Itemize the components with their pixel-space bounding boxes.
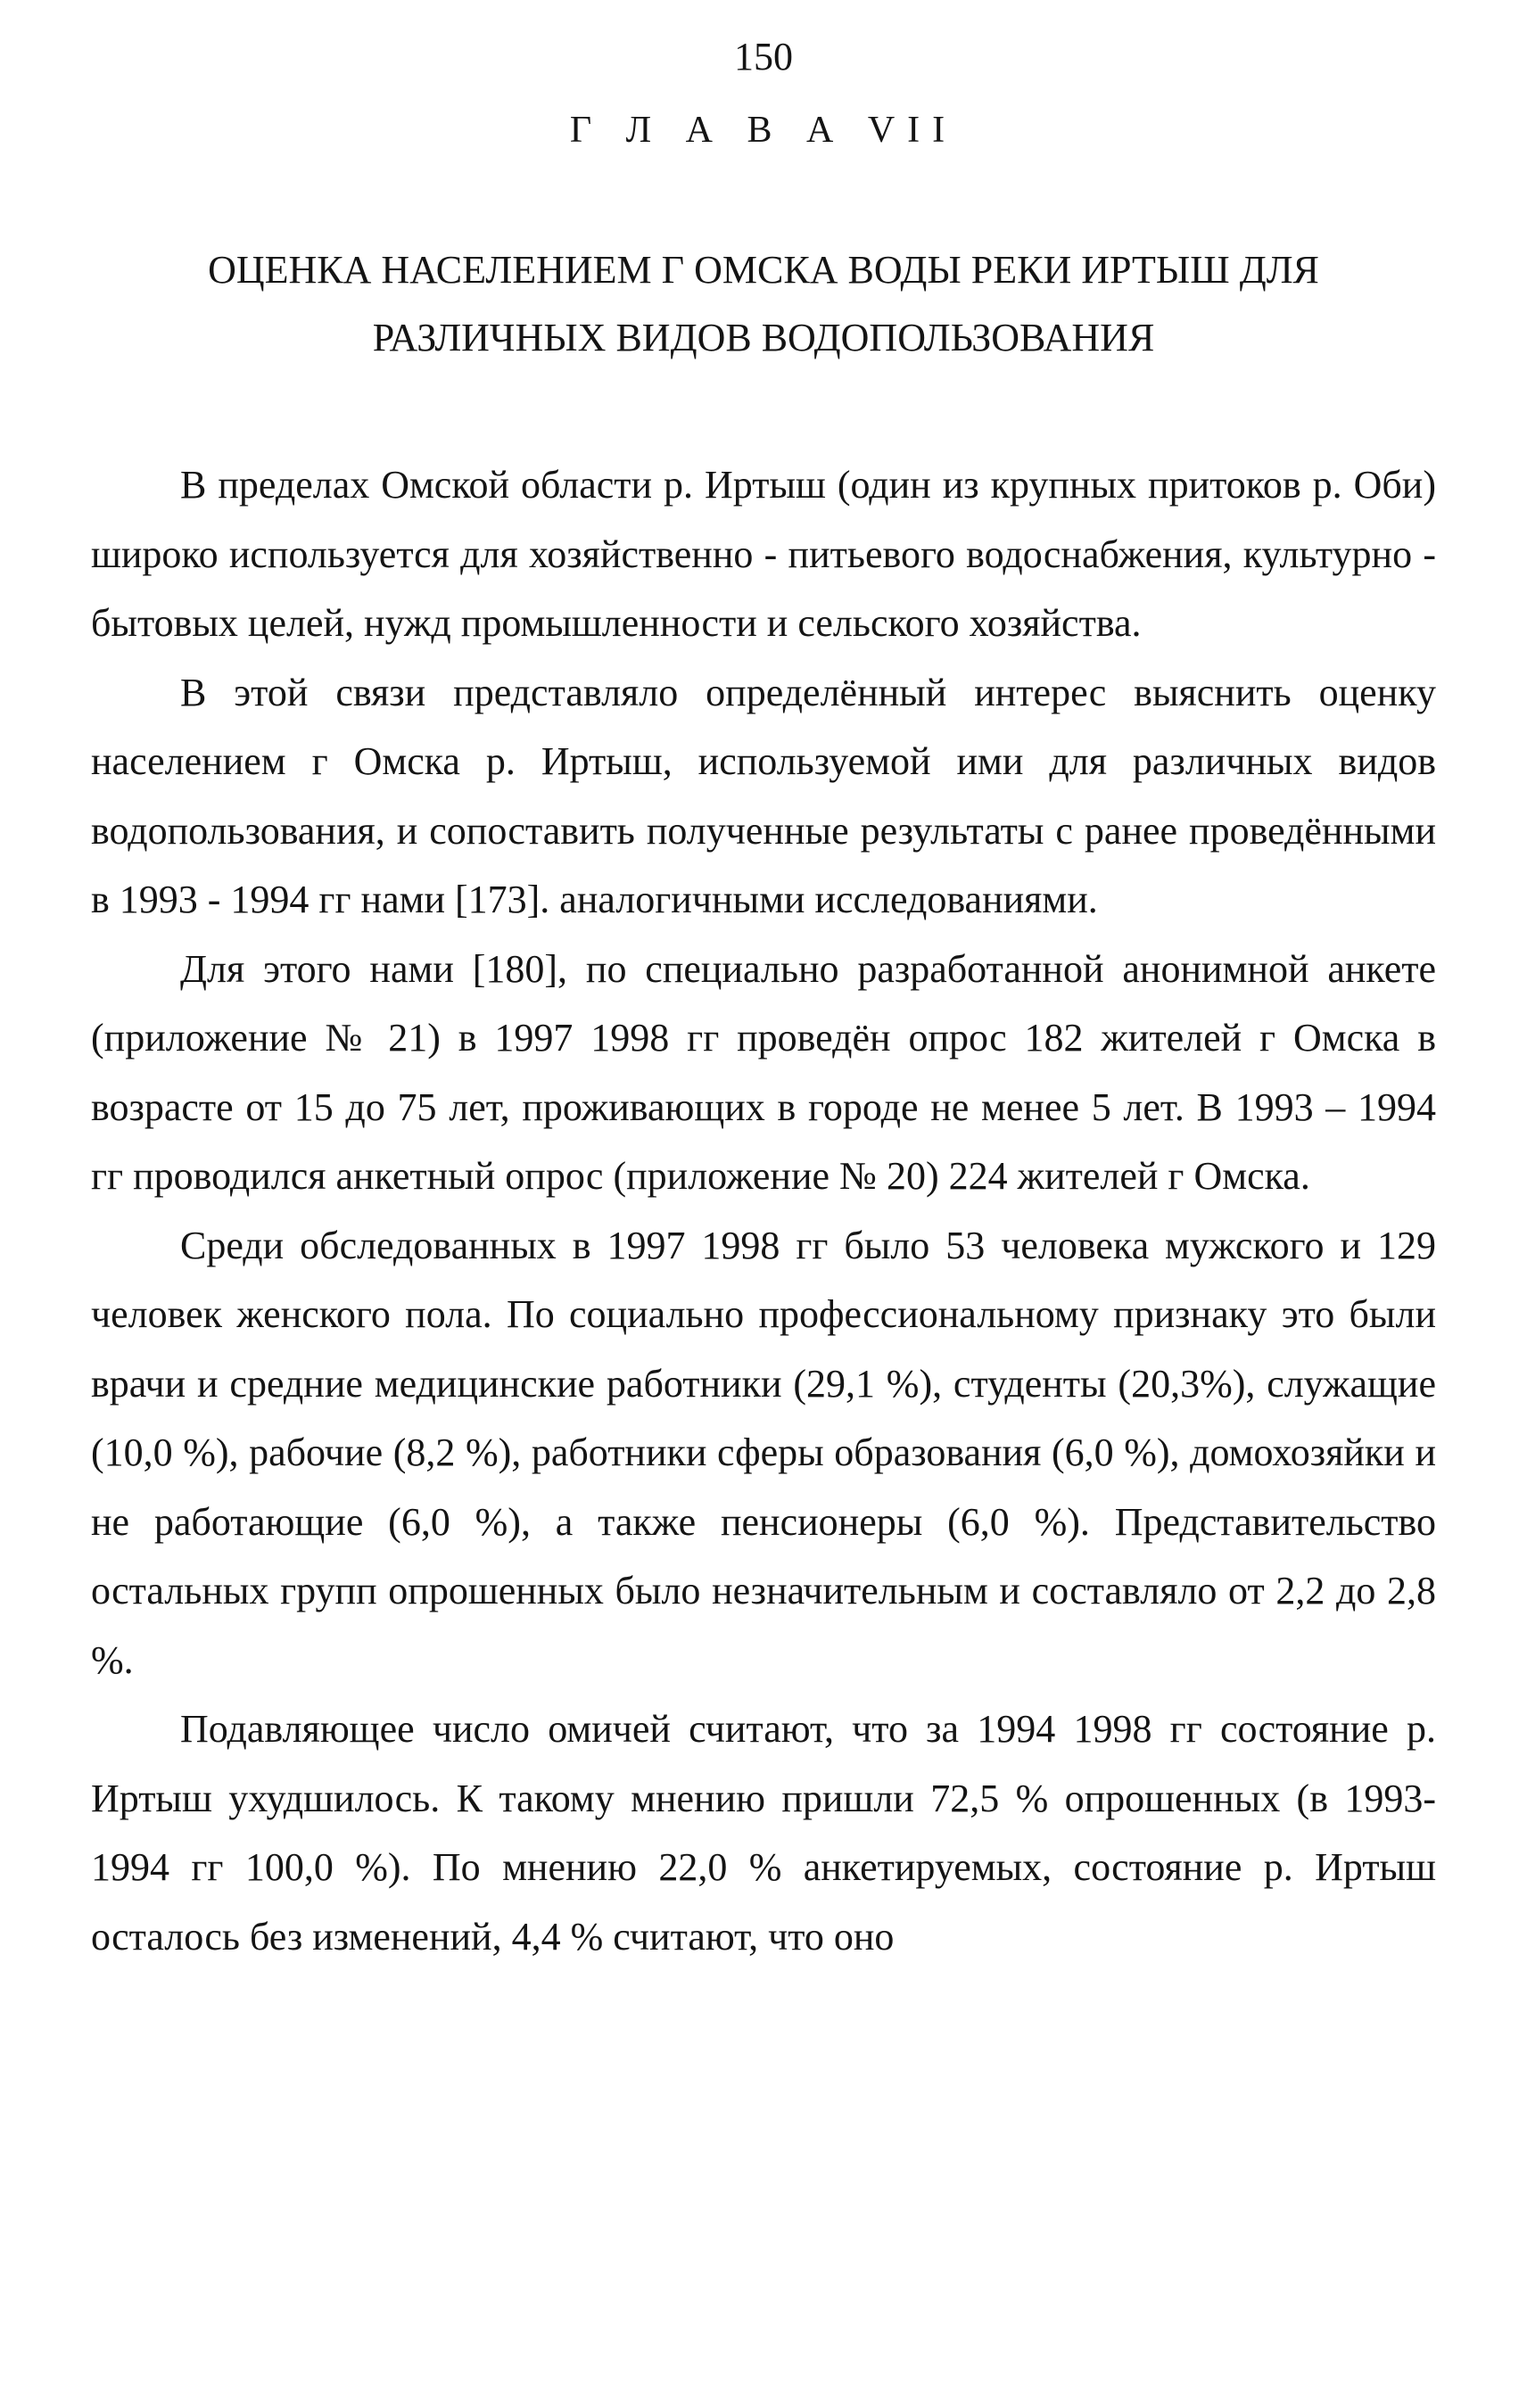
chapter-title-line-1: ОЦЕНКА НАСЕЛЕНИЕМ Г ОМСКА ВОДЫ РЕКИ ИРТЫШ ДЛЯ [208,248,1319,292]
paragraph-2: В этой связи представляло определённый интерес выяснить оценку населением г Омска р. Иртыш, используемой ими для различных видов водопользования, и сопоставить полученные результаты с ранее проведёнными в 1993 - 1994 гг нами [173]. аналогичными исследованиями. [91,670,1436,921]
paragraph-3: Для этого нами [180], по специально разработанной анонимной анкете (приложение № 21) в 1997 1998 гг проведён опрос 182 жителей г Омска в возрасте от 15 до 75 лет, проживающих в городе не менее 5 лет. В 1993 – 1994 гг проводился анкетный опрос (приложение № 20) 224 жителей г Омска. [91,946,1436,1198]
body-text [91,450,1436,1971]
paragraph-1: В пределах Омской области р. Иртыш (один из крупных притоков р. Оби) широко используется для хозяйственно - питьевого водоснабжения, культурно - бытовых целей, нужд промышленности и сельского хозяйства. [91,463,1436,645]
paragraph-4: Среди обследованных в 1997 1998 гг было 53 человека мужского и 129 человек женского пола. По социально профессиональному признаку это были врачи и средние медицинские работники (29,1 %), студенты (20,3%), служащие (10,0 %), рабочие (8,2 %), работники сферы образования (6,0 %), домохозяйки и не работающие (6,0 %), а также пенсионеры (6,0 %). Представительство остальных групп опрошенных было незначительным и составляло от 2,2 до 2,8 %. [91,1223,1436,1682]
chapter-title [134,236,1393,372]
chapter-heading: Г Л А В А VII [569,110,958,151]
chapter-title-line-2: РАЗЛИЧНЫХ ВИДОВ ВОДОПОЛЬЗОВАНИЯ [372,316,1155,359]
paragraph-5: Подавляющее число омичей считают, что за 1994 1998 гг состояние р. Иртыш ухудшилось. К такому мнению пришли 72,5 % опрошенных (в 1993-1994 гг 100,0 %). По мнению 22,0 % анкетируемых, состояние р. Иртыш осталось без изменений, 4,4 % считают, что оно [91,1707,1436,1959]
page-number: 150 [734,35,793,78]
